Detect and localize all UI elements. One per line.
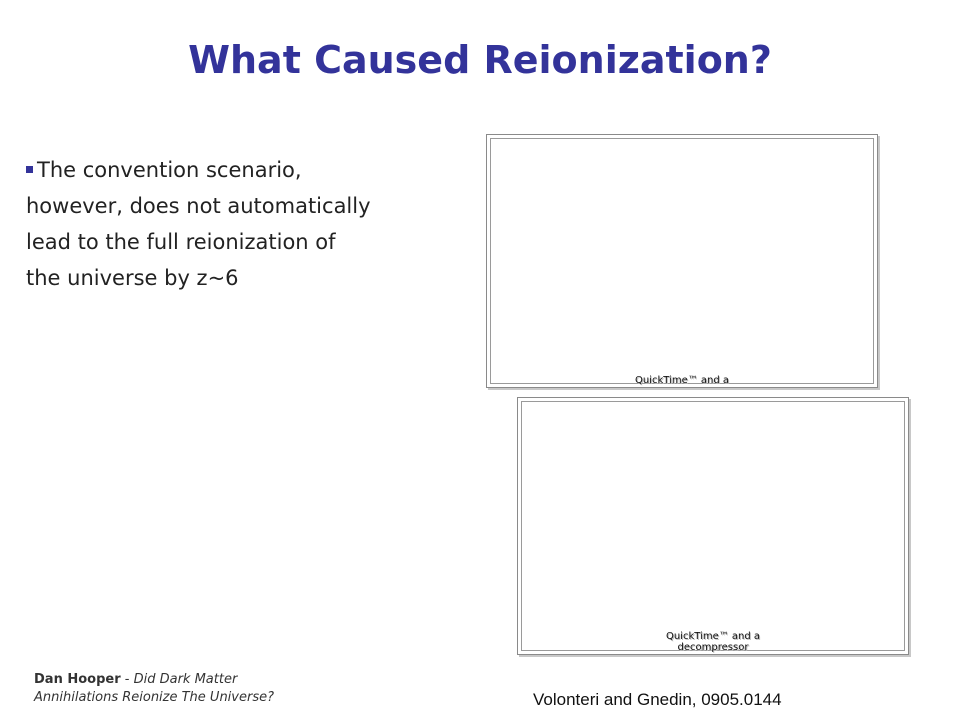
citation: Volonteri and Gnedin, 0905.0144: [533, 690, 782, 709]
quicktime-placeholder-bottom: [517, 397, 909, 655]
footer-separator: -: [120, 672, 134, 687]
quicktime-placeholder-top: [486, 134, 878, 388]
footer-author: [34, 671, 274, 707]
quicktime-caption-bottom-line-2: decompressor: [677, 642, 749, 653]
bullet-line-1: [26, 152, 496, 188]
quicktime-caption-bottom-line-1: QuickTime™ and a: [665, 631, 761, 642]
bullet-line-1-text: The convention scenario,: [37, 158, 302, 182]
talk-title-line-1: Did Dark Matter: [133, 672, 238, 687]
bullet-line-2: however, does not automatically: [26, 194, 371, 218]
bullet-line-4: the universe by z~6: [26, 266, 239, 290]
bullet-text: [26, 152, 496, 296]
quicktime-caption-top: [487, 375, 877, 386]
quicktime-inner-border-bottom: [521, 401, 905, 651]
quicktime-caption-top-line-1: QuickTime™ and a: [634, 375, 730, 386]
quicktime-inner-border-top: [490, 138, 874, 384]
footer-line-1: [34, 671, 274, 689]
author-name: Dan Hooper: [34, 672, 121, 687]
slide-title: What Caused Reionization?: [188, 38, 772, 82]
quicktime-caption-bottom: [518, 631, 908, 653]
talk-title-line-2: Annihilations Reionize The Universe?: [34, 690, 275, 705]
bullet-line-3: lead to the full reionization of: [26, 230, 336, 254]
bullet-square-icon: [26, 166, 33, 173]
